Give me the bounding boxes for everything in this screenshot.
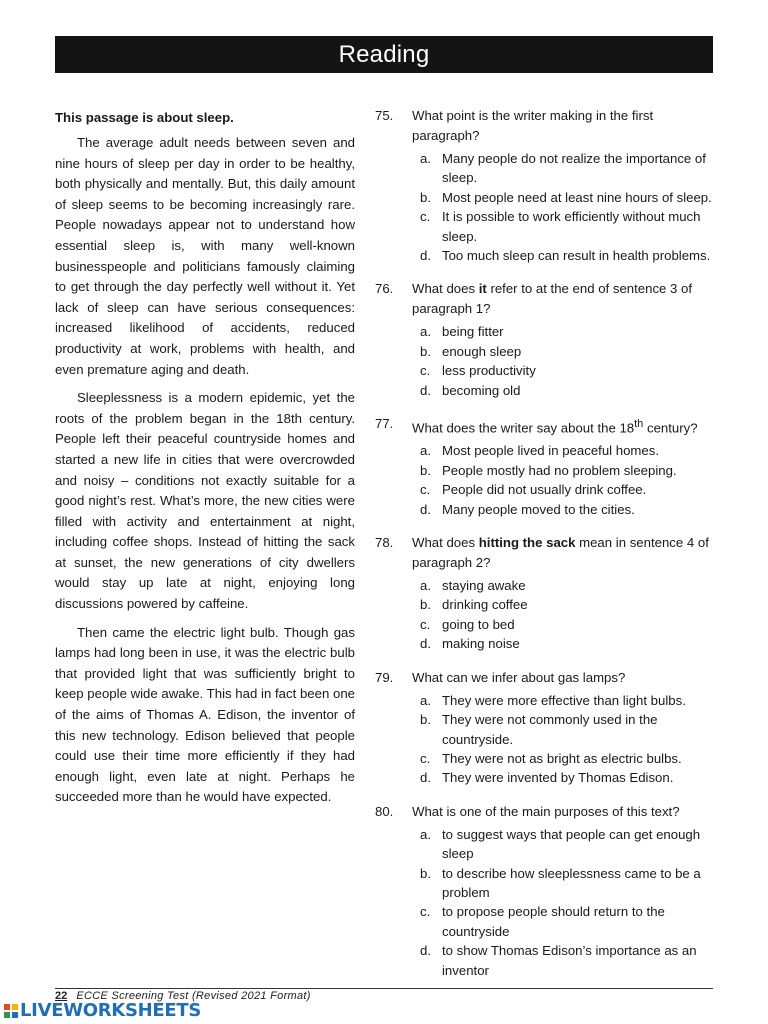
question-text-pre: What does — [412, 281, 479, 297]
choice-text: to propose people should return to the countryside — [442, 904, 665, 939]
question-row — [375, 802, 720, 822]
question-number: 77. — [375, 416, 394, 432]
answer-choice-a[interactable] — [420, 691, 720, 710]
choice-text: Many people do not realize the importance of sleep. — [442, 151, 706, 186]
question-row — [375, 279, 720, 319]
answer-choice-a[interactable] — [420, 576, 720, 595]
answer-choice-a[interactable] — [420, 322, 720, 341]
question-superscript: th — [634, 418, 644, 431]
question-text — [412, 802, 720, 822]
choice-text: People mostly had no problem sleeping. — [442, 462, 677, 478]
choice-text: Most people lived in peaceful homes. — [442, 443, 659, 459]
logo-text: LIVEWORKSHEETS — [20, 1000, 202, 1021]
answer-choice-c[interactable] — [420, 615, 720, 634]
question-text-pre: What can we infer about gas lamps? — [412, 669, 626, 685]
question-number: 79. — [375, 669, 394, 685]
answer-choice-c[interactable] — [420, 361, 720, 380]
question-keyword: it — [478, 281, 487, 297]
footer-divider — [55, 988, 713, 989]
choice-text: Too much sleep can result in health problems. — [442, 248, 711, 264]
choice-letter: d. — [420, 770, 431, 786]
questions-column — [375, 106, 720, 994]
question-row — [375, 668, 720, 688]
question-text — [412, 106, 720, 146]
choice-text: Many people moved to the cities. — [442, 501, 635, 517]
answer-choice-a[interactable] — [420, 825, 720, 864]
choice-text: People did not usually drink coffee. — [442, 482, 647, 498]
question-row — [375, 106, 720, 146]
choice-letter: c. — [420, 750, 431, 766]
answer-choice-d[interactable] — [420, 381, 720, 400]
choice-text: drinking coffee — [442, 597, 528, 613]
question-text-pre: What point is the writer making in the first paragraph? — [412, 108, 654, 143]
choice-text: less productivity — [442, 363, 536, 379]
choice-text: enough sleep — [442, 343, 522, 359]
liveworksheets-logo-icon — [4, 1004, 18, 1018]
question-number: 75. — [375, 108, 394, 123]
choice-letter: a. — [420, 324, 431, 340]
question-78 — [375, 533, 720, 654]
question-row — [375, 414, 720, 438]
answer-choice-a[interactable] — [420, 149, 720, 188]
answer-choice-b[interactable] — [420, 461, 720, 480]
answer-choice-b[interactable] — [420, 342, 720, 361]
choice-text: They were more effective than light bulbs. — [442, 692, 686, 708]
choice-text: to describe how sleeplessness came to be a problem — [442, 865, 701, 900]
answer-choice-b[interactable] — [420, 864, 720, 903]
choice-letter: b. — [420, 597, 431, 613]
passage-paragraph-2: Sleeplessness is a modern epidemic, yet the roots of the problem began in the 18th century. People left their peaceful countryside homes and started a new life in cities that were overcrowded and noisy – conditions not exactly suitable for a good night’s rest. What’s more, the new cities were filled with activity and entertainment at night, including coffee shops. Instead of hitting the sack at sunset, the new generations of city dwellers would stay up late at night, enjoying long discussions powered by caffeine. — [55, 390, 355, 612]
choice-letter: b. — [420, 343, 431, 359]
question-text — [412, 533, 720, 573]
reading-passage — [55, 108, 355, 816]
choice-letter: b. — [420, 462, 431, 478]
choice-letter: a. — [420, 692, 431, 708]
question-number: 76. — [375, 281, 394, 297]
choice-letter: c. — [420, 482, 431, 498]
choice-text: becoming old — [442, 382, 521, 398]
choice-letter: c. — [420, 209, 431, 225]
question-75 — [375, 106, 720, 265]
choice-letter: d. — [420, 501, 431, 517]
choice-text: They were not commonly used in the countryside. — [442, 712, 658, 747]
answer-options — [375, 576, 720, 654]
choice-letter: d. — [420, 636, 431, 652]
choice-letter: d. — [420, 382, 431, 398]
answer-choice-b[interactable] — [420, 188, 720, 207]
answer-choice-b[interactable] — [420, 710, 720, 749]
choice-letter: d. — [420, 943, 431, 959]
question-79 — [375, 668, 720, 788]
liveworksheets-logo[interactable] — [4, 1000, 201, 1021]
question-80 — [375, 802, 720, 980]
choice-text: They were not as bright as electric bulbs. — [442, 750, 682, 766]
question-row — [375, 533, 720, 573]
answer-choice-c[interactable] — [420, 749, 720, 768]
choice-letter: a. — [420, 443, 431, 459]
choice-letter: c. — [420, 904, 431, 920]
choice-text: to suggest ways that people can get enough sleep — [442, 826, 701, 862]
footer-text: ECCE Screening Test (Revised 2021 Format) — [76, 990, 311, 1002]
choice-letter: a. — [420, 826, 431, 842]
choice-letter: d. — [420, 248, 431, 264]
question-text-pre: What does — [412, 535, 479, 551]
choice-letter: b. — [420, 865, 431, 881]
answer-options — [375, 441, 720, 519]
answer-options — [375, 322, 720, 400]
question-text-pre: What is one of the main purposes of this text? — [412, 803, 680, 819]
choice-letter: b. — [420, 189, 431, 205]
answer-choice-d[interactable] — [420, 634, 720, 653]
answer-choice-c[interactable] — [420, 207, 720, 246]
question-text-pre: What does the writer say about the 18 — [412, 420, 635, 436]
answer-choice-c[interactable] — [420, 480, 720, 499]
question-text — [412, 668, 720, 688]
choice-letter: b. — [420, 712, 431, 728]
choice-text: making noise — [442, 636, 520, 652]
question-text — [412, 414, 720, 438]
passage-paragraph-1: The average adult needs between seven and nine hours of sleep per day in order to be healthy, both physically and mentally. But, this daily amount of sleep seems to be becoming increasingly rare. People nowadays appear not to understand how essential sleep is, with many well-known businesspeople and politicians famously claiming to get through the day perfectly well without it. Yet lack of sleep can have serious consequences: increased likelihood of accidents, reduced productivity at work, problems with health, and even premature aging and death. — [55, 135, 355, 377]
answer-options — [375, 825, 720, 980]
answer-choice-c[interactable] — [420, 902, 720, 941]
page-header — [55, 36, 713, 73]
answer-options — [375, 149, 720, 265]
question-text-post: century? — [643, 420, 698, 436]
question-number: 80. — [375, 803, 394, 819]
choice-text: Most people need at least nine hours of sleep. — [442, 189, 712, 205]
answer-choice-d[interactable] — [420, 768, 720, 787]
answer-choice-d[interactable] — [420, 941, 720, 980]
choice-letter: a. — [420, 578, 431, 594]
answer-choice-d[interactable] — [420, 500, 720, 519]
choice-text: going to bed — [442, 616, 515, 632]
choice-letter: c. — [420, 616, 431, 632]
answer-choice-b[interactable] — [420, 595, 720, 614]
passage-paragraph-3: Then came the electric light bulb. Though gas lamps had long been in use, it was the electric bulb that provided light that was sufficiently bright to keep people wide awake. This had in fact been one of the aims of Thomas A. Edison, the inventor of this new technology. Edison believed that people could use their time more efficiently if they had enough light, even late at night. Perhaps he succeeded more than he would have expected. — [55, 624, 355, 805]
choice-text: It is possible to work efficiently without much sleep. — [442, 209, 701, 244]
page-number: 22 — [55, 990, 68, 1002]
answer-options — [375, 691, 720, 788]
choice-text: to show Thomas Edison’s importance as an inventor — [442, 943, 697, 978]
choice-text: being fitter — [442, 324, 504, 340]
choice-text: staying awake — [442, 578, 526, 594]
choice-letter: a. — [420, 151, 431, 166]
passage-intro: This passage is about sleep. — [55, 110, 234, 125]
choice-letter: c. — [420, 363, 431, 379]
question-text — [412, 279, 720, 319]
answer-choice-d[interactable] — [420, 246, 720, 265]
choice-text: They were invented by Thomas Edison. — [442, 770, 674, 786]
answer-choice-a[interactable] — [420, 441, 720, 460]
question-number: 78. — [375, 535, 394, 551]
question-keyword: hitting the sack — [478, 535, 576, 551]
question-text-post: refer to at the end of sentence 3 of paragraph 1? — [412, 281, 693, 317]
question-76 — [375, 279, 720, 400]
question-text-post: mean in sentence 4 of paragraph 2? — [412, 535, 709, 571]
question-77 — [375, 414, 720, 519]
page-title: Reading — [338, 40, 430, 68]
